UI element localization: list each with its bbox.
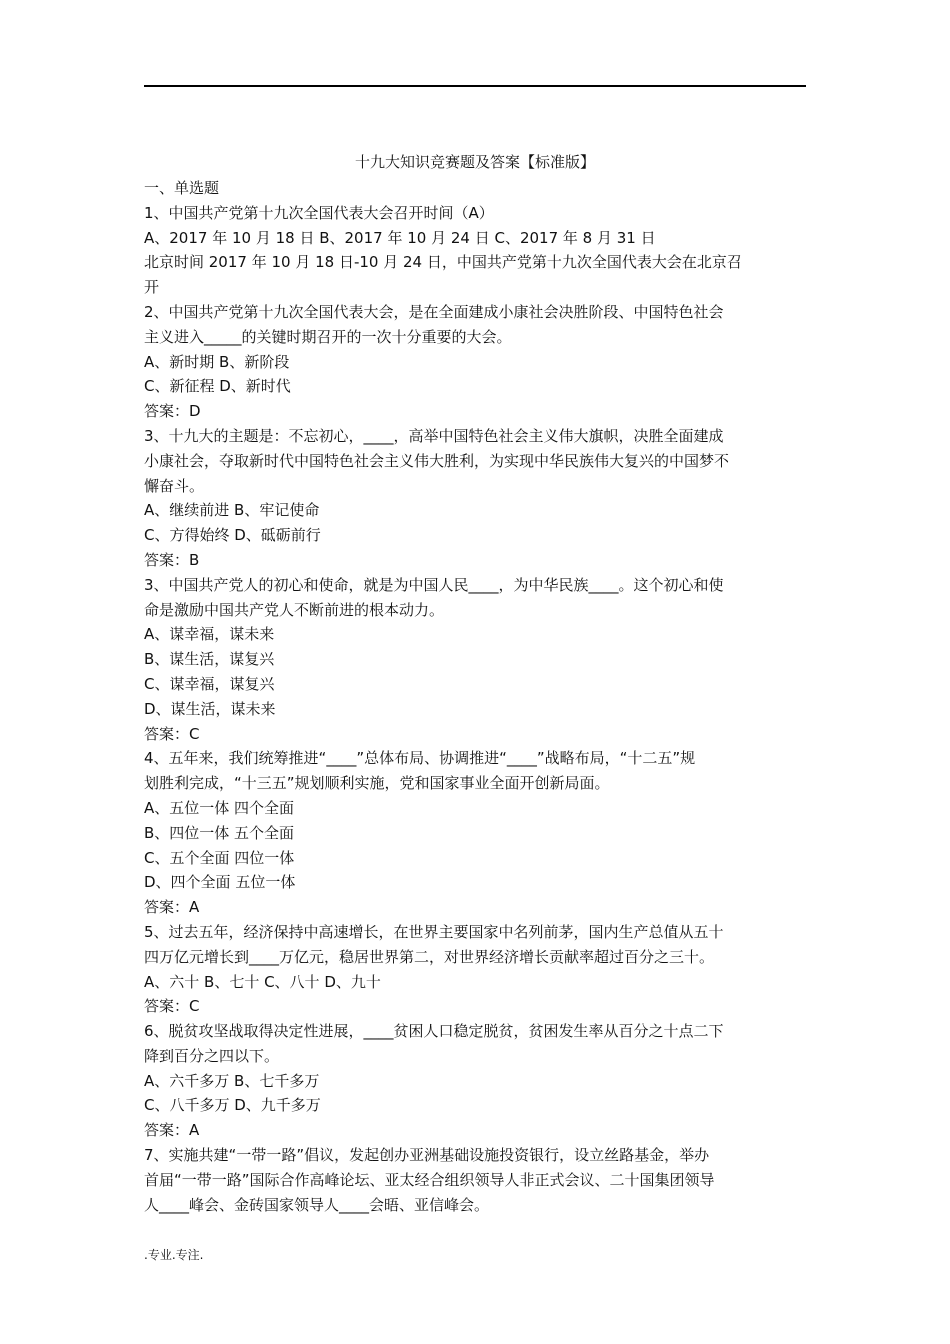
option-text: A、六千多万 B、七千多万 — [144, 1071, 320, 1090]
option-text: A、谋幸福，谋未来 — [144, 625, 275, 644]
question-text: 主义进入_____的关键时期召开的一次十分重要的大会。 — [144, 327, 512, 346]
question-text: 6、脱贫攻坚战取得决定性进展，____贫困人口稳定脱贫，贫困发生率从百分之十点二下 — [144, 1022, 724, 1041]
header-rule — [144, 85, 806, 87]
answer-text: 答案：C — [144, 724, 200, 743]
question-text: 4、五年来，我们统筹推进“____”总体布局、协调推进“____”战略布局，“十二五”规 — [144, 749, 696, 768]
option-text: A、六十 B、七十 C、八十 D、九十 — [144, 972, 381, 991]
question-text: 懈奋斗。 — [144, 476, 205, 495]
answer-text: 答案：D — [144, 402, 201, 421]
question-text: 1、中国共产党第十九次全国代表大会召开时间（A） — [144, 203, 494, 222]
option-text: D、谋生活，谋未来 — [144, 699, 276, 718]
answer-text: 答案：C — [144, 997, 200, 1016]
document-body — [144, 176, 806, 1217]
option-text: C、谋幸福，谋复兴 — [144, 674, 275, 693]
answer-text: 答案：B — [144, 550, 200, 569]
option-text: C、新征程 D、新时代 — [144, 377, 291, 396]
option-text: B、四位一体 五个全面 — [144, 823, 295, 842]
option-text: A、2017 年 10 月 18 日 B、2017 年 10 月 24 日 C、2017 年 8 月 31 日 — [144, 228, 656, 247]
option-text: C、方得始终 D、砥砺前行 — [144, 526, 321, 545]
question-text: 5、过去五年，经济保持中高速增长，在世界主要国家中名列前茅，国内生产总值从五十 — [144, 922, 724, 941]
answer-text: 答案：A — [144, 898, 200, 917]
explanation-text: 开 — [144, 278, 160, 297]
section-heading: 一、单选题 — [144, 179, 220, 197]
question-text: 命是激励中国共产党人不断前进的根本动力。 — [144, 600, 445, 619]
question-text: 人____峰会、金砖国家领导人____会晤、亚信峰会。 — [144, 1195, 490, 1214]
page-title: 十九大知识竞赛题及答案【标准版】 — [354, 153, 595, 171]
question-text: 小康社会，夺取新时代中国特色社会主义伟大胜利，为实现中华民族伟大复兴的中国梦不 — [144, 451, 730, 470]
question-text: 降到百分之四以下。 — [144, 1046, 280, 1065]
option-text: A、新时期 B、新阶段 — [144, 352, 290, 371]
question-text: 四万亿元增长到____万亿元，稳居世界第二，对世界经济增长贡献率超过百分之三十。 — [144, 947, 715, 966]
option-text: A、继续前进 B、牢记使命 — [144, 501, 320, 520]
question-text: 2、中国共产党第十九次全国代表大会，是在全面建成小康社会决胜阶段、中国特色社会 — [144, 302, 724, 321]
page-footer: .专业.专注. — [144, 1248, 204, 1262]
option-text: C、八千多万 D、九千多万 — [144, 1096, 321, 1115]
option-text: D、四个全面 五位一体 — [144, 873, 296, 892]
question-text: 划胜利完成，“十三五”规划顺利实施，党和国家事业全面开创新局面。 — [144, 774, 610, 793]
answer-text: 答案：A — [144, 1121, 200, 1140]
option-text: B、谋生活，谋复兴 — [144, 650, 275, 669]
question-text: 3、十九大的主题是：不忘初心，____，高举中国特色社会主义伟大旗帜，决胜全面建成 — [144, 426, 724, 445]
question-text: 首届“一带一路”国际合作高峰论坛、亚太经合组织领导人非正式会议、二十国集团领导 — [144, 1170, 715, 1189]
question-text: 3、中国共产党人的初心和使命，就是为中国人民____，为中华民族____。这个初心和使 — [144, 575, 724, 594]
option-text: A、五位一体 四个全面 — [144, 798, 295, 817]
option-text: C、五个全面 四位一体 — [144, 848, 295, 867]
question-text: 7、实施共建“一带一路”倡议，发起创办亚洲基础设施投资银行，设立丝路基金，举办 — [144, 1146, 710, 1165]
explanation-text: 北京时间 2017 年 10 月 18 日-10 月 24 日，中国共产党第十九次全国代表大会在北京召 — [144, 253, 742, 272]
